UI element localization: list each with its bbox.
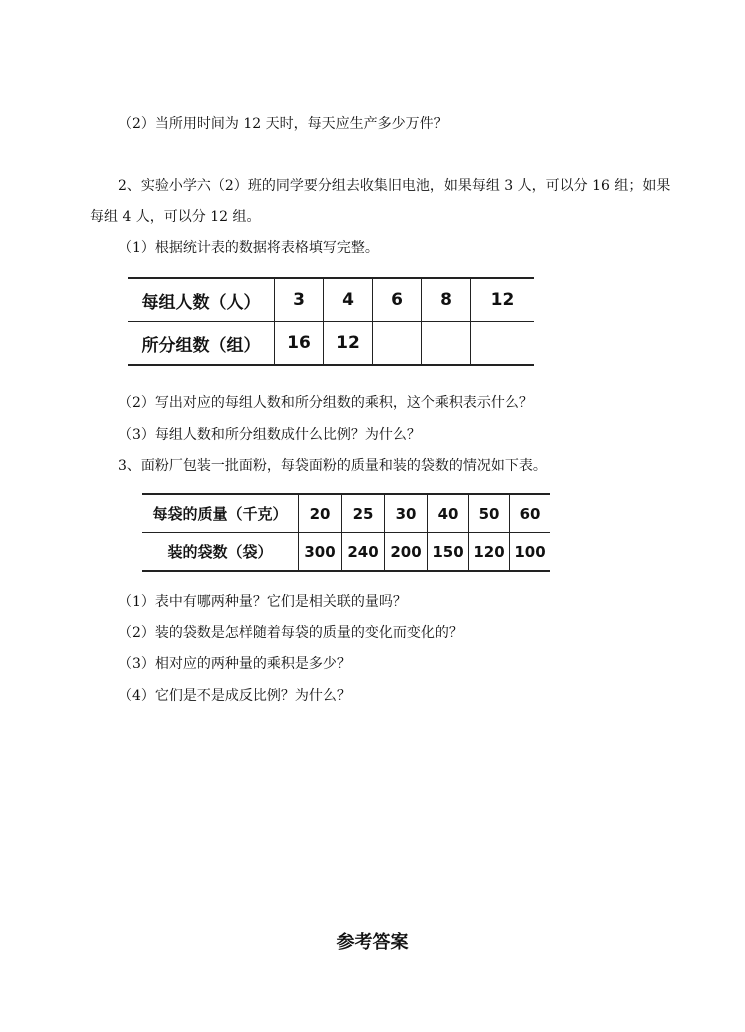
- q3-part3: （3）相对应的两种量的乘积是多少？: [118, 656, 351, 672]
- q3-part4: （4）它们是不是成反比例？为什么？: [118, 688, 351, 704]
- table-row: [142, 533, 550, 572]
- table-cell: 60: [510, 494, 551, 533]
- table-cell: 20: [299, 494, 342, 533]
- table-cell: 300: [299, 533, 342, 572]
- table-header-cell: 每袋的质量（千克）: [142, 494, 299, 533]
- table-cell: 6: [373, 278, 422, 322]
- table-cell: 200: [385, 533, 428, 572]
- table-cell: 240: [342, 533, 385, 572]
- table-cell: 150: [428, 533, 469, 572]
- q2-intro-line2: 每组 4 人，可以分 12 组。: [90, 209, 261, 225]
- table-cell: 8: [422, 278, 471, 322]
- q1-part2: （2）当所用时间为 12 天时，每天应生产多少万件？: [118, 116, 448, 132]
- table-cell: 120: [469, 533, 510, 572]
- group-table: [128, 277, 534, 366]
- q2-intro-line1: 2、实验小学六（2）班的同学要分组去收集旧电池，如果每组 3 人，可以分 16 组；如果: [118, 178, 671, 194]
- table-row: [128, 322, 534, 366]
- table-header-cell: 装的袋数（袋）: [142, 533, 299, 572]
- q2-part3: （3）每组人数和所分组数成什么比例？为什么？: [118, 427, 421, 443]
- table-cell: 25: [342, 494, 385, 533]
- table-cell: 12: [471, 278, 535, 322]
- table-cell-blank: [373, 322, 422, 366]
- q3-part1: （1）表中有哪两种量？它们是相关联的量吗？: [118, 594, 407, 610]
- table-cell: 12: [324, 322, 373, 366]
- table-cell: 4: [324, 278, 373, 322]
- table-cell: 16: [275, 322, 324, 366]
- table-row: [142, 494, 550, 533]
- table-header-cell: 所分组数（组）: [128, 322, 275, 366]
- table-cell: 50: [469, 494, 510, 533]
- table-cell: 100: [510, 533, 551, 572]
- flour-table: [142, 493, 550, 572]
- table-cell: 40: [428, 494, 469, 533]
- q3-part2: （2）装的袋数是怎样随着每袋的质量的变化而变化的？: [118, 625, 463, 641]
- answer-title: 参考答案: [336, 932, 409, 953]
- table-row: [128, 278, 534, 322]
- table-header-cell: 每组人数（人）: [128, 278, 275, 322]
- q3-intro: 3、面粉厂包装一批面粉，每袋面粉的质量和装的袋数的情况如下表。: [118, 458, 547, 474]
- table-cell-blank: [471, 322, 535, 366]
- table-cell: 30: [385, 494, 428, 533]
- q2-part2: （2）写出对应的每组人数和所分组数的乘积，这个乘积表示什么？: [118, 395, 533, 411]
- table-cell-blank: [422, 322, 471, 366]
- table-cell: 3: [275, 278, 324, 322]
- q2-part1: （1）根据统计表的数据将表格填写完整。: [118, 240, 379, 256]
